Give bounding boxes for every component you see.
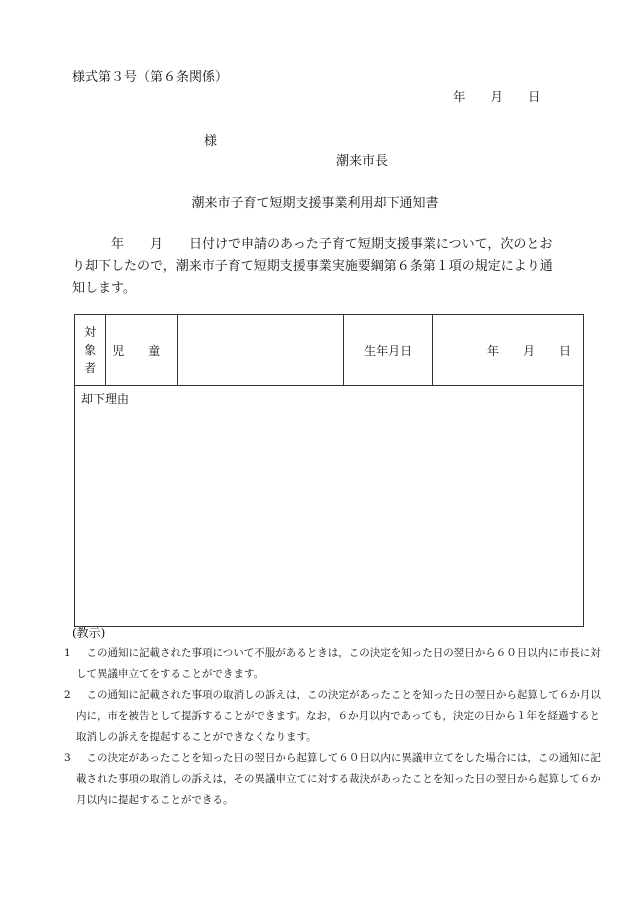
reason-field[interactable]: [75, 386, 584, 627]
notice-item: [64, 685, 601, 748]
addressee: 様: [204, 134, 218, 149]
target-label: [75, 315, 106, 386]
body-line: 年 月 日付けで申請のあった子育て短期支援事業について，次のとお: [72, 237, 553, 252]
target-label-char: 象: [84, 343, 97, 357]
notice-line: 月以内に提起することができる。: [76, 794, 234, 806]
dob-field[interactable]: 年 月 日: [433, 315, 584, 386]
notice-heading: (教示): [72, 626, 106, 640]
notice-line: 取消しの訴えを提起することができなくなります。: [76, 731, 317, 743]
target-label-char: 対: [84, 325, 97, 339]
notice-line: この決定があったことを知った日の翌日から起算して６０日以内に異議申立てをした場合には，この通知に記: [76, 752, 601, 764]
notice-number: 3: [64, 752, 71, 764]
notice-line: この通知に記載された事項の取消しの訴えは，この決定があったことを知った日の翌日から起算して６か月以: [76, 689, 601, 701]
notice-number: 2: [64, 689, 71, 701]
applicant-table: [74, 314, 584, 627]
notice-number: 1: [64, 647, 71, 659]
target-row: [75, 315, 584, 386]
notice-list: [64, 643, 601, 811]
body-line: 知します。: [72, 281, 136, 296]
notice-line: 載された事項の取消しの訴えは，その異議申立てに対する裁決があったことを知った日の翌日から起算して６か: [76, 773, 601, 785]
reason-row: [75, 386, 584, 627]
form-number: 様式第３号（第６条関係）: [72, 70, 229, 85]
notice-line: この通知に記載された事項について不服があるときは，この決定を知った日の翌日から６０日以内に市長に対: [76, 647, 601, 659]
notice-item: [64, 748, 601, 811]
notice-item: [64, 643, 601, 685]
issue-date: 年 月 日: [453, 89, 541, 104]
notice-line: して異議申立てをすることができます。: [76, 668, 265, 680]
document-title: 潮来市子育て短期支援事業利用却下通知書: [191, 196, 439, 211]
reason-label: 却下理由: [81, 392, 130, 406]
issuer-name: 潮来市長: [336, 154, 389, 169]
target-label-char: 者: [84, 361, 97, 375]
child-label: 児 童: [106, 315, 178, 386]
body-text: [72, 234, 588, 300]
dob-label: 生年月日: [343, 315, 433, 386]
body-line: り却下したので，潮来市子育て短期支援事業実施要綱第６条第１項の規定により通: [72, 259, 553, 274]
child-name-field[interactable]: [177, 315, 343, 386]
notice-line: 内に，市を被告として提訴することができます。なお，６か月以内であっても，決定の日から１年を経過すると: [76, 710, 601, 722]
